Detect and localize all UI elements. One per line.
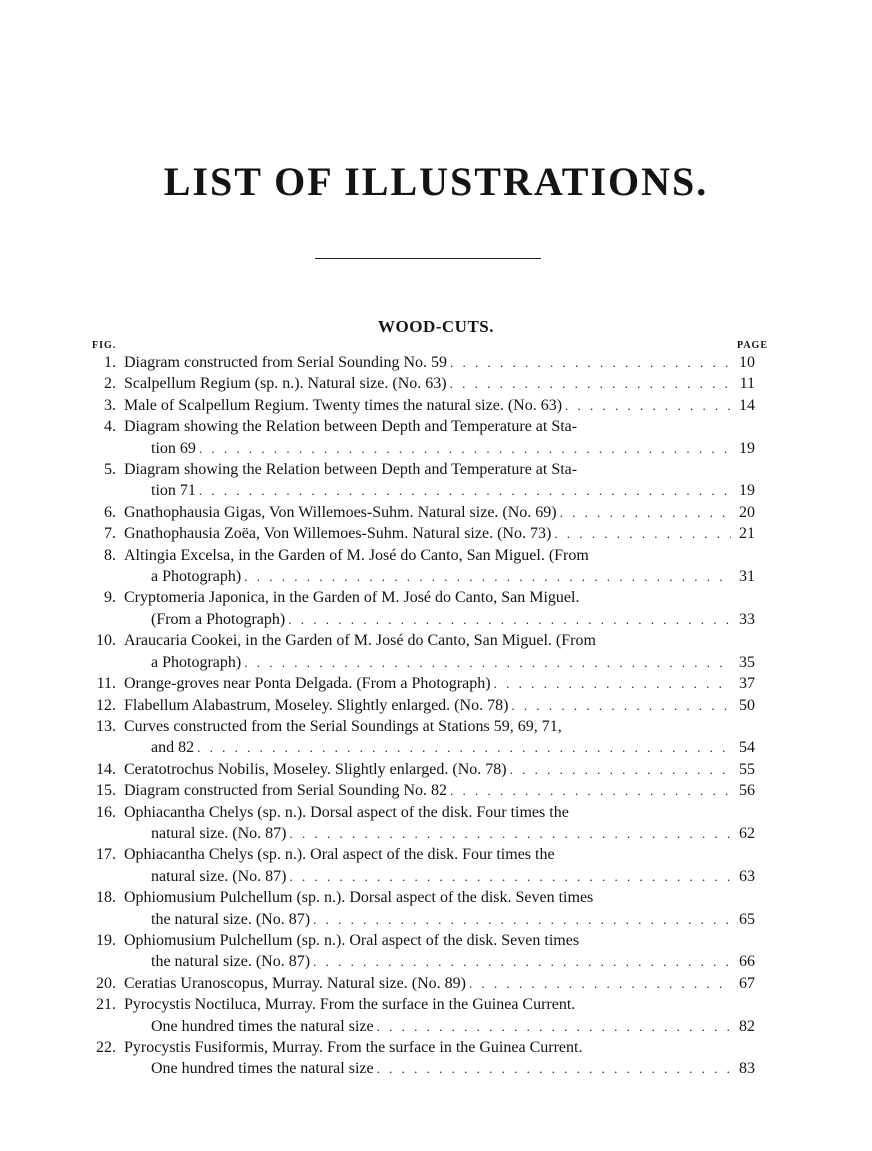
dot-leader [244,566,731,587]
illustration-list [0,352,872,1080]
page-number: 19 [739,439,755,457]
entry-caption: Ophiacantha Chelys (sp. n.). Oral aspect of the disk. Four times the [124,846,555,864]
page-number: 54 [739,739,755,757]
list-item [0,459,872,502]
page-number: 50 [739,696,755,714]
figure-number: 12. [96,696,116,714]
figure-number: 10. [96,632,116,650]
figure-number: 8. [104,546,116,564]
dot-leader [450,352,731,373]
entry-caption: Ophiomusium Pulchellum (sp. n.). Oral aspect of the disk. Seven times [124,931,580,949]
list-item [0,523,872,544]
page-number: 37 [739,675,755,693]
page-number: 65 [739,910,755,928]
list-item [0,844,872,887]
entry-caption: Diagram showing the Relation between Depth and Temperature at Sta- [124,418,578,436]
list-item [0,395,872,416]
entry-caption: Ophiomusium Pulchellum (sp. n.). Dorsal aspect of the disk. Seven times [124,889,594,907]
dot-leader [313,951,731,972]
page-number: 56 [739,782,755,800]
entry-caption: Diagram constructed from Serial Sounding No. 59 [124,354,448,371]
list-item [0,373,872,394]
page-number: 67 [739,974,755,992]
figure-number: 20. [96,974,116,992]
figure-number: 17. [96,846,116,864]
figure-number: 5. [104,461,116,479]
entry-caption: and 82 [151,739,195,757]
page-number: 62 [739,824,755,842]
entry-caption: Orange-groves near Ponta Delgada. (From a Photograph) [124,675,491,693]
list-item [0,545,872,588]
page-number: 19 [739,482,755,500]
page-number: 55 [739,760,755,778]
figure-number: 11. [96,675,116,693]
figure-number: 2. [104,375,116,393]
page-number: 35 [739,653,755,671]
dot-leader [290,866,731,887]
dot-leader [244,652,731,673]
dot-leader [199,438,731,459]
list-item [0,716,872,759]
entry-caption: One hundred times the natural size [151,1060,374,1078]
entry-caption: Curves constructed from the Serial Soundings at Stations 59, 69, 71, [124,717,562,735]
entry-caption: Gnathophausia Gigas, Von Willemoes-Suhm. Natural size. (No. 69) [124,503,557,521]
figure-number: 21. [96,996,116,1014]
dot-leader [494,673,731,694]
dot-leader [469,973,731,994]
dot-leader [511,695,731,716]
entry-caption: Ceratias Uranoscopus, Murray. Natural size. (No. 89) [124,974,466,992]
dot-leader [377,1058,731,1079]
entry-caption: Diagram showing the Relation between Depth and Temperature at Sta- [124,461,578,479]
list-item [0,1037,872,1080]
dot-leader [197,737,731,758]
dot-leader [554,523,731,544]
section-heading: WOOD-CUTS. [378,317,494,336]
entry-caption: a Photograph) [151,653,242,671]
list-item [0,887,872,930]
entry-caption: tion 71 [151,482,196,500]
list-item [0,994,872,1037]
figure-number: 4. [104,418,116,436]
entry-caption: a Photograph) [151,568,242,586]
entry-caption: Ceratotrochus Nobilis, Moseley. Slightly enlarged. (No. 78) [124,760,507,778]
figure-number: 22. [96,1039,116,1056]
figure-number: 13. [96,717,116,735]
page-number: 66 [739,953,755,971]
list-item [0,802,872,845]
list-item [0,759,872,780]
list-item [0,673,872,694]
page-number: 31 [739,568,755,586]
entry-caption: Flabellum Alabastrum, Moseley. Slightly enlarged. (No. 78) [124,696,509,714]
list-item [0,502,872,523]
page-number: 82 [739,1017,755,1035]
dot-leader [450,780,731,801]
entry-caption: Scalpellum Regium (sp. n.). Natural size. (No. 63) [124,375,447,393]
entry-caption: Pyrocystis Noctiluca, Murray. From the surface in the Guinea Current. [124,996,576,1014]
dot-leader [288,609,731,630]
entry-caption: Gnathophausia Zoëa, Von Willemoes-Suhm. Natural size. (No. 73) [124,525,552,543]
list-item [0,630,872,673]
list-item [0,695,872,716]
figure-number: 3. [104,396,116,414]
list-item [0,416,872,459]
dot-leader [510,759,731,780]
list-item [0,352,872,373]
list-item [0,930,872,973]
dot-leader [313,909,731,930]
figure-number: 15. [96,782,116,800]
page-number: 20 [739,503,755,521]
entry-caption: Altingia Excelsa, in the Garden of M. José do Canto, San Miguel. (From [124,546,589,564]
entry-caption: natural size. (No. 87) [151,867,287,885]
figure-number: 9. [104,589,116,607]
dot-leader [199,480,731,501]
dot-leader [560,502,731,523]
entry-caption: the natural size. (No. 87) [151,910,311,928]
page-number: 33 [739,610,755,628]
entry-caption: Araucaria Cookei, in the Garden of M. José do Canto, San Miguel. (From [124,632,596,650]
figure-number: 7. [104,525,116,543]
figure-number: 16. [96,803,116,821]
figure-number: 6. [104,503,116,521]
page-number: 10 [739,354,755,371]
entry-caption: the natural size. (No. 87) [151,953,311,971]
page-number: 63 [739,867,755,885]
dot-leader [565,395,731,416]
page-column-label: PAGE [736,340,768,351]
dot-leader [290,823,731,844]
entry-caption: Ophiacantha Chelys (sp. n.). Dorsal aspect of the disk. Four times the [124,803,569,821]
dot-leader [450,373,731,394]
page-number: 83 [739,1060,755,1078]
list-item [0,587,872,630]
figure-number: 18. [96,889,116,907]
entry-caption: One hundred times the natural size [151,1017,374,1035]
fig-column-label: FIG. [92,340,117,351]
list-item [0,780,872,801]
entry-caption: Diagram constructed from Serial Sounding No. 82 [124,782,448,800]
entry-caption: (From a Photograph) [151,610,286,628]
figure-number: 14. [96,760,116,778]
title-divider [315,258,541,259]
page-number: 14 [739,396,755,414]
page-number: 11 [739,375,755,393]
entry-caption: natural size. (No. 87) [151,824,287,842]
entry-caption: Pyrocystis Fusiformis, Murray. From the surface in the Guinea Current. [124,1039,583,1056]
dot-leader [377,1016,731,1037]
page-number: 21 [739,525,755,543]
figure-number: 19. [96,931,116,949]
entry-caption: Cryptomeria Japonica, in the Garden of M. José do Canto, San Miguel. [124,589,580,607]
figure-number: 1. [104,354,116,371]
entry-caption: Male of Scalpellum Regium. Twenty times the natural size. (No. 63) [124,396,563,414]
page-title: LIST OF ILLUSTRATIONS. [163,159,709,204]
list-item [0,973,872,994]
entry-caption: tion 69 [151,439,196,457]
